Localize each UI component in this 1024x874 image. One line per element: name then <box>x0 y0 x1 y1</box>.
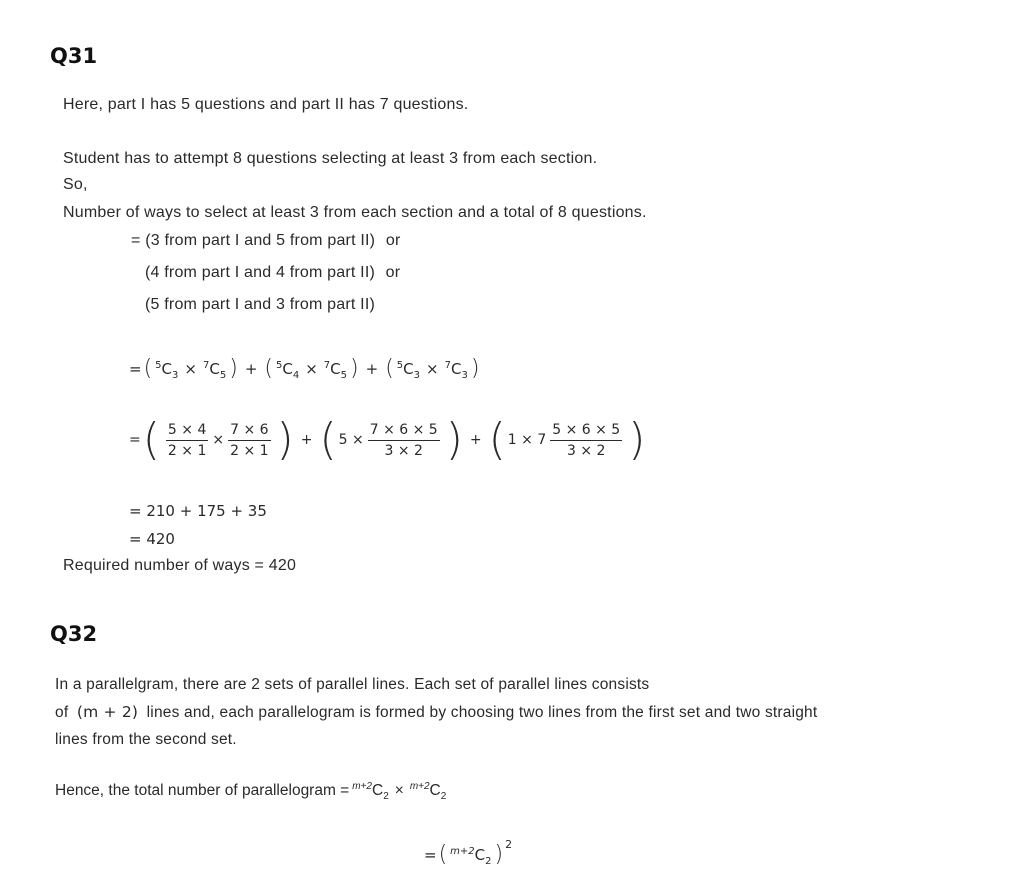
q31-line-2: Student has to attempt 8 questions selecting at least 3 from each section. <box>63 150 598 167</box>
q31-fraction-line: = ( $\frac{5 \times 4}{2 \times 1}$ × $\frac{7 \times 6}{2 \times 1}$ ) + ( 5 × $\frac{7 \times 6 \times 5}{3 \times 2}$ ) + ( 1 × 7 $\frac{5 \times 6 \times 5}{3 \times 2}$ ) <box>129 414 646 465</box>
ncr-term: $^7$ C $_5$ <box>323 359 348 381</box>
ncr-term: $^{m+2}$ C $_2$ <box>409 781 447 802</box>
q31-line-4: Number of ways to select at least 3 from each section and a total of 8 questions. <box>63 204 647 221</box>
q31-sum-line: = 210 + 175 + 35 <box>129 502 267 520</box>
equals-sign: = <box>129 359 142 378</box>
ncr-term: $^5$ C $_4$ <box>275 359 300 381</box>
q32-line-1: In a parallelgram, there are 2 sets of parallel lines. Each set of parallel lines consists <box>55 676 650 693</box>
or-word: or <box>385 264 401 281</box>
m-plus-2-expr: (m + 2) <box>76 703 139 721</box>
q31-combination-line: = ( $^5$ C $_3$ × $^7$ C $_5$ ) + ( $^5$ C $_4$ × $^7$ C $_5$ ) + ( $^5$ C $_3$ × $^7$ C $_3$ ) <box>129 356 480 381</box>
q31-case-1 <box>131 232 401 250</box>
equals-sign: = <box>424 845 437 864</box>
fraction: $\frac{5 \times 4}{2 \times 1}$ <box>167 421 207 459</box>
q31-line-3: So, <box>63 176 88 193</box>
fraction: $\frac{7 \times 6 \times 5}{3 \times 2}$ <box>369 421 438 459</box>
ncr-term: $^{m+2}$ C $_2$ <box>450 845 492 867</box>
or-word: or <box>385 232 401 249</box>
ncr-term: $^{m+2}$ C $_2$ <box>352 781 389 802</box>
square-exponent: 2 <box>505 838 513 851</box>
ncr-term: $^5$ C $_3$ <box>396 359 421 381</box>
q32-square-line: = ( $^{m+2}$ C $_2$ ) $^2$ <box>424 838 513 867</box>
q31-answer: Required number of ways = 420 <box>63 557 297 574</box>
q32-line-2: of (m + 2) lines and, each parallelogram is formed by choosing two lines from the first set and two straight <box>55 703 818 721</box>
q31-case-2 <box>145 264 400 282</box>
q31-heading: Q31 <box>50 44 98 68</box>
q31-total-line: = 420 <box>129 530 175 548</box>
case-1-text: (3 from part I and 5 from part II) <box>145 232 376 249</box>
q31-case-3: (5 from part I and 3 from part II) <box>145 296 375 313</box>
q32-line-3: lines from the second set. <box>55 731 237 748</box>
q32-heading: Q32 <box>50 622 98 646</box>
ncr-term: $^7$ C $_5$ <box>202 359 227 381</box>
case-2-text: (4 from part I and 4 from part II) <box>145 264 375 281</box>
ncr-term: $^5$ C $_3$ <box>155 359 179 381</box>
fraction: $\frac{7 \times 6}{2 \times 1}$ <box>230 421 269 459</box>
fraction: $\frac{5 \times 6 \times 5}{3 \times 2}$ <box>552 421 621 459</box>
equals-sign: = <box>131 232 141 249</box>
equals-sign: = <box>129 432 141 448</box>
q32-hence-line: Hence, the total number of parallelogram = $^{m+2}$ C $_2$ × $^{m+2}$ C $_2$ <box>55 781 447 802</box>
q31-line-1: Here, part I has 5 questions and part II has 7 questions. <box>63 96 469 113</box>
ncr-term: $^7$ C $_3$ <box>444 359 468 381</box>
